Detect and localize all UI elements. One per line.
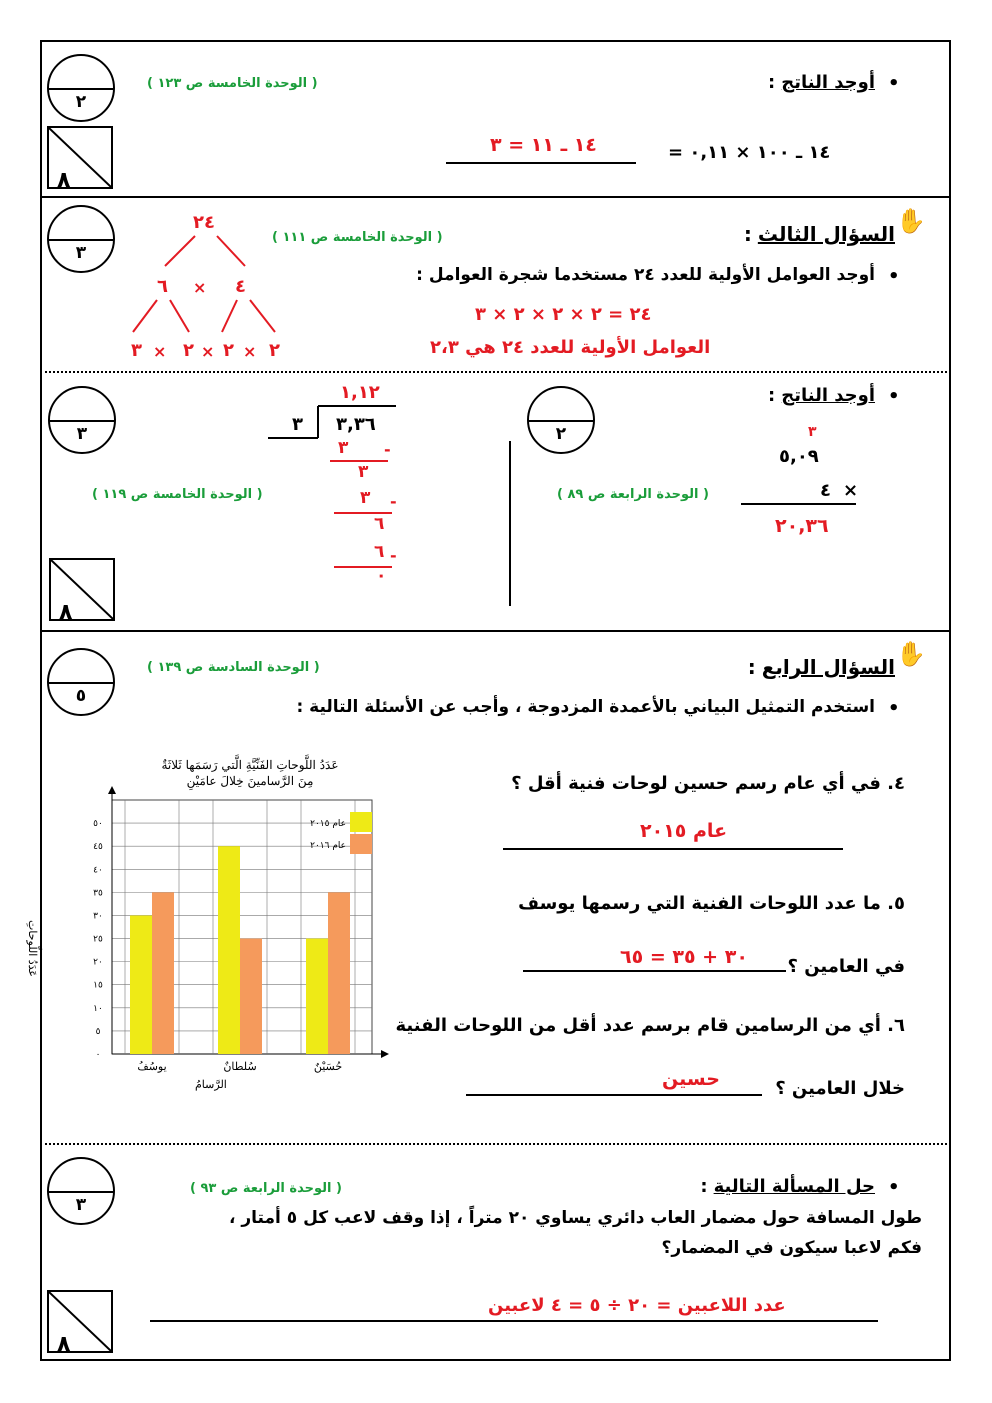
tree-node: ٤	[235, 276, 246, 297]
times-sign: ×	[153, 342, 167, 361]
times-sign: ×	[201, 342, 215, 361]
legend-label: عام ٢٠١٥	[310, 819, 346, 829]
long-division	[260, 380, 410, 595]
y-axis-arrow	[108, 786, 116, 794]
y-tick-label: ٢٥	[93, 934, 103, 945]
minus-sign: -	[384, 440, 391, 459]
bullet: •	[888, 698, 900, 719]
score-square	[47, 1290, 113, 1357]
tree-leaf: ٢	[269, 340, 280, 361]
times-sign: ×	[193, 278, 207, 297]
minus-sign: -	[390, 546, 397, 565]
answer: ١٤ ـ ١١ = ٣	[490, 134, 597, 156]
legend-label: عام ٢٠١٦	[310, 841, 346, 851]
answer: العوامل الأولية للعدد ٢٤ هي ٢،٣	[430, 337, 711, 358]
y-tick-label: ٣٥	[93, 888, 103, 899]
y-tick-label: ٤٥	[93, 842, 103, 853]
y-tick-label: ٠	[95, 1050, 101, 1060]
answer-line	[446, 162, 636, 164]
unit-reference: ( الوحدة الرابعة ص ٩٣ )	[190, 1181, 342, 1196]
multiplicand: ٥,٠٩	[779, 446, 819, 467]
expression: ١٤ ـ ١٠٠ × ٠,١١ =	[668, 142, 831, 163]
score-circle	[48, 386, 116, 454]
section-divider	[40, 1143, 951, 1145]
multiplier: ٤	[820, 480, 831, 501]
x-axis-label: الرَّسامُ	[195, 1078, 227, 1091]
question-title: حل المسألة التالية	[713, 1176, 875, 1197]
question: في العامين ؟	[787, 956, 905, 977]
legend-swatch	[350, 812, 372, 832]
hand-icon: ✋	[896, 640, 926, 668]
bar	[240, 939, 262, 1054]
y-tick-label: ١٠	[93, 1003, 103, 1014]
score-value: ٣	[76, 424, 88, 444]
score-value: ٥	[75, 686, 87, 706]
tree-leaf: ٢	[183, 340, 194, 361]
x-tick-label: حُسَيْنٌ	[313, 1060, 343, 1073]
division-step: ٣	[358, 462, 369, 482]
bullet: •	[888, 266, 900, 287]
score-circle	[527, 386, 595, 454]
score-square	[47, 126, 113, 193]
score-value: ٣	[75, 1195, 87, 1215]
answer: عدد اللاعبين = ٢٠ ÷ ٥ = ٤ لاعبين	[488, 1295, 786, 1316]
bar	[152, 892, 174, 1054]
x-axis-arrow	[381, 1050, 389, 1058]
legend-swatch	[350, 834, 372, 854]
answer-line	[150, 1320, 878, 1322]
tree-node: ٦	[157, 276, 168, 297]
division-step: ٠	[376, 566, 387, 586]
section-divider	[40, 196, 951, 198]
minus-sign: -	[390, 492, 397, 511]
answer-line	[523, 970, 786, 972]
y-tick-label: ٥	[95, 1026, 101, 1037]
dividend: ٣,٣٦	[336, 414, 376, 435]
question-title: أوجد الناتج	[781, 72, 875, 93]
score-square	[49, 558, 115, 625]
y-tick-label: ٥٠	[93, 819, 103, 830]
tree-node: ٢٤	[193, 212, 215, 233]
score-value: ٣	[75, 243, 87, 263]
section-divider	[40, 371, 951, 373]
colon: :	[747, 655, 756, 679]
unit-reference: ( الوحدة الخامسة ص ١٢٣ )	[147, 76, 318, 91]
score-value: ٨	[57, 1332, 71, 1357]
problem-text: فكم لاعبا سيكون في المضمار؟	[661, 1238, 922, 1258]
unit-reference: ( الوحدة الخامسة ص ١١١ )	[272, 230, 443, 245]
chart-plot	[40, 752, 405, 1102]
answer: ٣٠ + ٣٥ = ٦٥	[620, 946, 748, 968]
unit-reference: ( الوحدة الرابعة ص ٨٩ )	[557, 487, 709, 502]
division-step: ٦	[374, 542, 385, 562]
bullet: •	[888, 1177, 900, 1198]
score-value: ٢	[75, 92, 87, 112]
times-sign: ×	[243, 342, 257, 361]
chart-title: مِنَ الرَّسامينَ خِلالَ عامَيْنِ	[186, 774, 314, 788]
score-circle	[47, 648, 115, 716]
question: ٥. ما عدد اللوحات الفنية التي رسمها يوسف	[518, 893, 905, 914]
question: خلال العامين ؟	[775, 1078, 905, 1099]
bar	[328, 892, 350, 1054]
instruction: استخدم التمثيل البياني بالأعمدة المزدوجة ، وأجب عن الأسئلة التالية :	[296, 697, 875, 717]
question-title: السؤال الرابع	[761, 655, 895, 679]
tree-leaf: ٣	[131, 340, 142, 361]
score-value: ٨	[57, 168, 71, 193]
score-value: ٢	[555, 424, 567, 444]
times-sign: ×	[843, 480, 859, 501]
hand-icon: ✋	[896, 207, 926, 235]
question: ٤. في أي عام رسم حسين لوحات فنية أقل ؟	[511, 773, 905, 794]
bar	[130, 915, 152, 1054]
division-step: ٦	[374, 514, 385, 534]
x-tick-label: سُلطانٌ	[223, 1060, 257, 1073]
bar	[306, 939, 328, 1054]
bar	[218, 846, 240, 1054]
chart-title: عَدَدُ اللَّوحاتِ الفَنِّيَّةِ الَّتي رَسَمَها ثَلاثَةٌ	[161, 758, 339, 772]
bar-chart	[25, 752, 405, 1102]
score-circle	[47, 54, 115, 122]
divisor: ٣	[292, 414, 303, 435]
score-value: ٨	[59, 600, 73, 625]
y-axis-label: عَدَدُ اللَّوحاتِ	[25, 920, 39, 977]
answer-line	[741, 503, 856, 505]
score-circle	[47, 205, 115, 273]
y-tick-label: ٤٠	[93, 865, 103, 876]
carry-digit: ٣	[808, 424, 817, 440]
answer: ٢٤ = ٢ × ٢ × ٢ × ٣	[475, 304, 652, 325]
quotient: ١,١٢	[340, 382, 380, 403]
answer: حسين	[662, 1068, 720, 1090]
question-title: أوجد الناتج	[781, 385, 875, 406]
colon: :	[768, 72, 776, 93]
x-tick-label: يوسُفُ	[137, 1060, 167, 1073]
colon: :	[743, 222, 752, 246]
y-tick-label: ٢٠	[93, 957, 103, 968]
division-step: ٣	[338, 438, 349, 458]
colon: :	[768, 385, 776, 406]
problem-text: طول المسافة حول مضمار العاب دائري يساوي ٢٠ متراً ، إذا وقف لاعب كل ٥ أمتار ،	[229, 1208, 922, 1228]
score-circle	[47, 1157, 115, 1225]
factor-tree	[125, 208, 295, 368]
unit-reference: ( الوحدة الخامسة ص ١١٩ )	[92, 487, 263, 502]
instruction: أوجد العوامل الأولية للعدد ٢٤ مستخدما شجرة العوامل :	[416, 265, 875, 285]
answer: ٢٠,٣٦	[775, 515, 829, 537]
colon: :	[700, 1176, 708, 1197]
answer-line	[466, 1094, 762, 1096]
question-title: السؤال الثالث	[757, 222, 895, 246]
answer-line	[503, 848, 843, 850]
y-tick-label: ١٥	[93, 980, 103, 991]
column-divider	[509, 441, 511, 606]
tree-leaf: ٢	[223, 340, 234, 361]
unit-reference: ( الوحدة السادسة ص ١٣٩ )	[147, 660, 320, 675]
answer: عام ٢٠١٥	[640, 820, 728, 842]
section-divider	[40, 630, 951, 632]
division-step: ٣	[360, 488, 371, 508]
bullet: •	[888, 386, 900, 407]
question: ٦. أي من الرسامين قام برسم عدد أقل من اللوحات الفنية	[395, 1015, 905, 1036]
y-tick-label: ٣٠	[93, 911, 103, 922]
bullet: •	[888, 73, 900, 94]
